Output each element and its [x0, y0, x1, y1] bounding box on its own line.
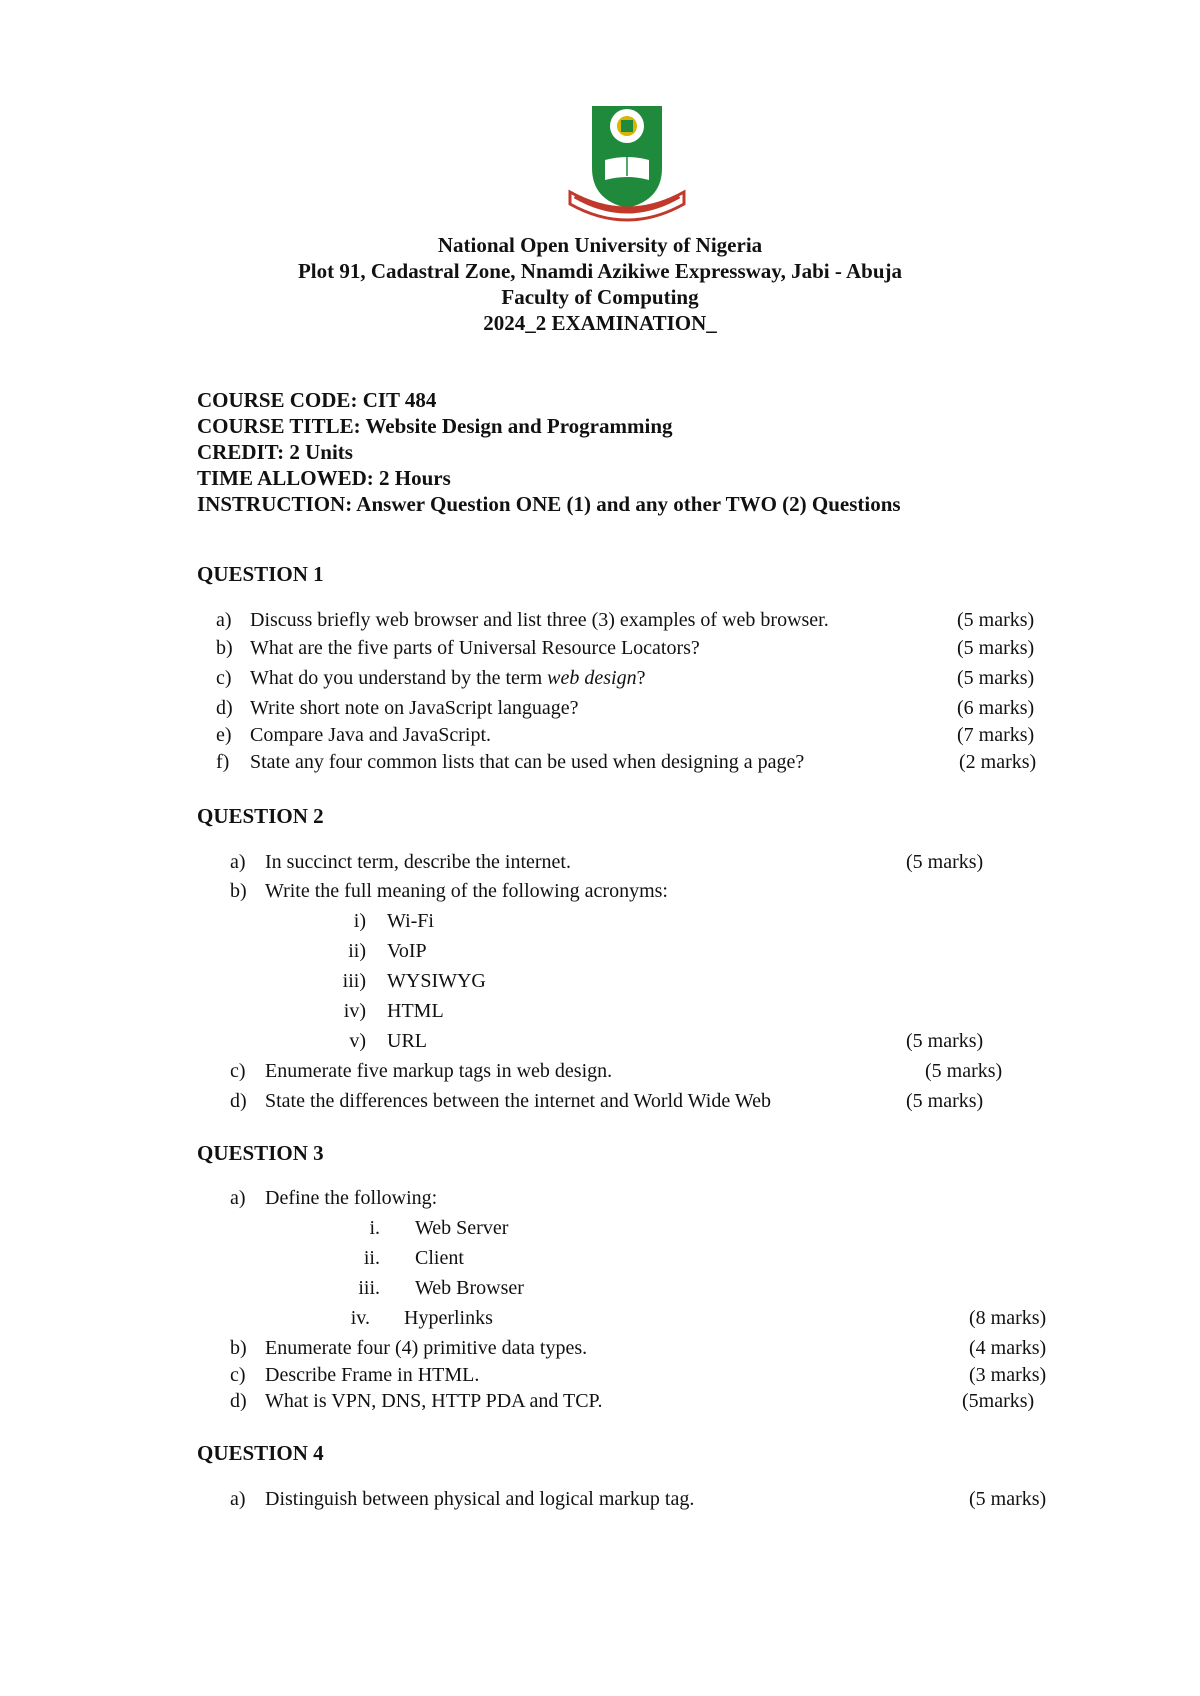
sub-item-text: VoIP [387, 940, 427, 962]
sub-item-text: Wi-Fi [387, 910, 434, 932]
item-marks: (6 marks) [957, 697, 1035, 719]
item-letter: e) [216, 724, 232, 746]
item-text: Compare Java and JavaScript. [250, 724, 492, 746]
sub-item-number: ii) [348, 940, 366, 962]
item-letter: f) [216, 751, 230, 773]
item-letter: d) [216, 697, 233, 719]
question-4-title: QUESTION 4 [197, 1441, 324, 1465]
item-letter: b) [216, 637, 233, 659]
item-text: Distinguish between physical and logical markup tag. [265, 1488, 695, 1510]
item-letter: a) [216, 609, 232, 631]
item-text: Enumerate four (4) primitive data types. [265, 1337, 588, 1359]
university-crest-icon [565, 104, 689, 228]
item-letter: d) [230, 1090, 247, 1112]
item-text: In succinct term, describe the internet. [265, 851, 571, 873]
course-code: COURSE CODE: CIT 484 [197, 388, 437, 412]
item-marks: (2 marks) [959, 751, 1037, 773]
item-marks: (5 marks) [925, 1060, 1003, 1082]
item-text: Define the following: [265, 1187, 438, 1209]
item-letter: a) [230, 851, 246, 873]
item-letter: c) [230, 1060, 246, 1082]
sub-item-number: ii. [363, 1247, 380, 1269]
sub-item-number: i. [369, 1217, 380, 1239]
item-marks: (4 marks) [969, 1337, 1047, 1359]
item-marks: (7 marks) [957, 724, 1035, 746]
item-marks: (5marks) [962, 1390, 1035, 1412]
item-marks: (8 marks) [969, 1307, 1047, 1329]
sub-item-text: URL [387, 1030, 427, 1052]
course-credit: CREDIT: 2 Units [197, 440, 353, 464]
faculty-name: Faculty of Computing [501, 285, 699, 309]
item-emphasis: web design [547, 667, 637, 689]
item-text: Write the full meaning of the following acronyms: [265, 880, 668, 902]
sub-item-number: iv) [343, 1000, 366, 1022]
item-text: What are the five parts of Universal Resource Locators? [250, 637, 700, 659]
institution-address: Plot 91, Cadastral Zone, Nnamdi Azikiwe Expressway, Jabi - Abuja [297, 259, 902, 283]
sub-item-text: Client [415, 1247, 464, 1269]
item-marks: (5 marks) [969, 1488, 1047, 1510]
item-letter: a) [230, 1488, 246, 1510]
sub-item-text: WYSIWYG [387, 970, 486, 992]
item-letter: a) [230, 1187, 246, 1209]
sub-item-text: Hyperlinks [404, 1307, 493, 1329]
sub-item-number: iv. [350, 1307, 370, 1329]
item-marks: (5 marks) [957, 667, 1035, 689]
question-2-title: QUESTION 2 [197, 804, 324, 828]
course-title: COURSE TITLE: Website Design and Programming [197, 414, 673, 438]
exam-title: 2024_2 EXAMINATION_ [483, 311, 717, 335]
sub-item-number: iii. [358, 1277, 380, 1299]
sub-item-text: Web Server [415, 1217, 509, 1239]
item-marks: (5 marks) [957, 609, 1035, 631]
item-letter: b) [230, 1337, 247, 1359]
item-text: Write short note on JavaScript language? [250, 697, 579, 719]
item-text: State any four common lists that can be used when designing a page? [250, 751, 805, 773]
item-text: Discuss briefly web browser and list three (3) examples of web browser. [250, 609, 829, 631]
item-text: State the differences between the internet and World Wide Web [265, 1090, 771, 1112]
item-text: Enumerate five markup tags in web design. [265, 1060, 613, 1082]
item-marks: (5 marks) [957, 637, 1035, 659]
institution-name: National Open University of Nigeria [437, 233, 763, 257]
question-3-title: QUESTION 3 [197, 1141, 324, 1165]
item-marks: (5 marks) [906, 1090, 984, 1112]
university-logo [565, 104, 689, 228]
item-marks: (5 marks) [906, 1030, 984, 1052]
item-letter: d) [230, 1390, 247, 1412]
question-1-title: QUESTION 1 [197, 562, 324, 586]
sub-item-text: Web Browser [415, 1277, 524, 1299]
sub-item-number: iii) [342, 970, 366, 992]
item-marks: (5 marks) [906, 851, 984, 873]
time-allowed: TIME ALLOWED: 2 Hours [197, 466, 451, 490]
item-letter: c) [230, 1364, 246, 1386]
sub-item-number: v) [349, 1030, 366, 1052]
item-text: What is VPN, DNS, HTTP PDA and TCP. [265, 1390, 603, 1412]
item-letter: b) [230, 880, 247, 902]
item-marks: (3 marks) [969, 1364, 1047, 1386]
sub-item-text: HTML [387, 1000, 444, 1022]
item-text: What do you understand by the term web design? [250, 667, 646, 689]
item-letter: c) [216, 667, 232, 689]
item-text: Describe Frame in HTML. [265, 1364, 480, 1386]
sub-item-number: i) [353, 910, 366, 932]
instruction: INSTRUCTION: Answer Question ONE (1) and any other TWO (2) Questions [197, 492, 901, 516]
